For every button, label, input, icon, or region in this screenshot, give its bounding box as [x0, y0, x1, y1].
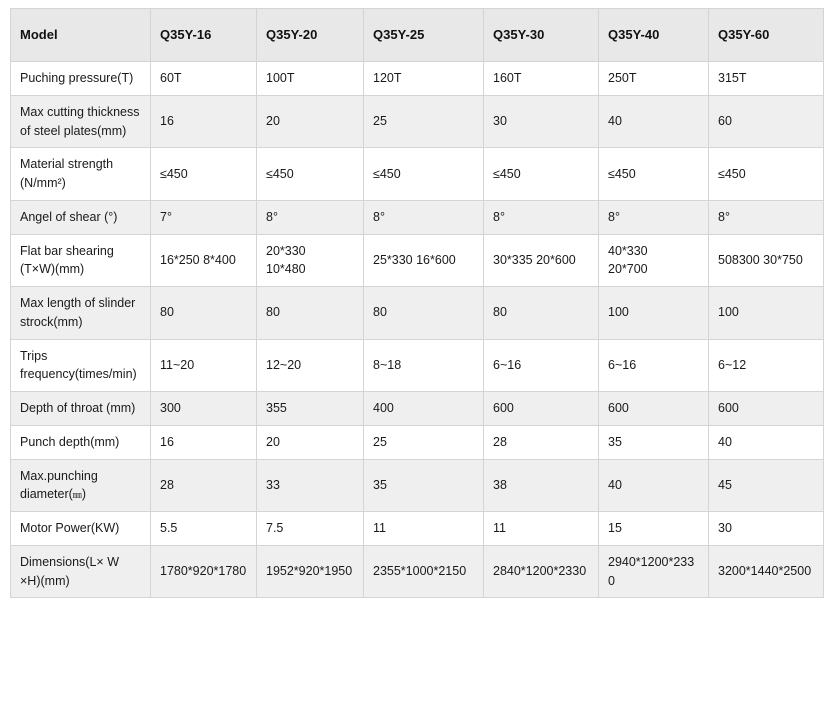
- table-row: [11, 392, 824, 426]
- table-cell: 33: [257, 459, 364, 512]
- table-row: [11, 512, 824, 546]
- table-cell: 8°: [709, 200, 824, 234]
- table-cell: 7°: [151, 200, 257, 234]
- table-cell: 1780*920*1780: [151, 545, 257, 598]
- table-cell: 8~18: [364, 339, 484, 392]
- row-label: Flat bar shearing (T×W)(mm): [11, 234, 151, 287]
- table-cell: 7.5: [257, 512, 364, 546]
- table-row: [11, 95, 824, 148]
- column-header-model: Model: [11, 9, 151, 62]
- table-cell: 120T: [364, 62, 484, 96]
- table-cell: 11: [484, 512, 599, 546]
- table-cell: 40: [599, 459, 709, 512]
- cell-line: 10*480: [266, 262, 306, 277]
- table-cell: 250T: [599, 62, 709, 96]
- column-header-q35y-60: Q35Y-60: [709, 9, 824, 62]
- column-header-q35y-30: Q35Y-30: [484, 9, 599, 62]
- table-cell: 8°: [484, 200, 599, 234]
- row-label: Max length of slinder strock(mm): [11, 287, 151, 340]
- table-cell: 60: [709, 95, 824, 148]
- table-cell: 12~20: [257, 339, 364, 392]
- table-cell: 80: [151, 287, 257, 340]
- table-cell: 25: [364, 95, 484, 148]
- table-cell: 16: [151, 95, 257, 148]
- table-cell: 3200*1440*2500: [709, 545, 824, 598]
- table-cell: 30*335 20*600: [484, 234, 599, 287]
- table-cell: 1952*920*1950: [257, 545, 364, 598]
- table-cell: 8°: [599, 200, 709, 234]
- table-cell: 100T: [257, 62, 364, 96]
- table-header: [11, 9, 824, 62]
- row-label: Motor Power(KW): [11, 512, 151, 546]
- column-header-q35y-40: Q35Y-40: [599, 9, 709, 62]
- row-label: Punch depth(mm): [11, 425, 151, 459]
- row-label: Material strength (N/mm²): [11, 148, 151, 201]
- table-cell: 6~16: [484, 339, 599, 392]
- table-cell: 315T: [709, 62, 824, 96]
- table-cell: 15: [599, 512, 709, 546]
- table-cell: 30: [709, 512, 824, 546]
- table-cell: 11: [364, 512, 484, 546]
- table-cell: 8°: [364, 200, 484, 234]
- table-cell: 600: [599, 392, 709, 426]
- table-cell: 45: [709, 459, 824, 512]
- table-cell: 508300 30*750: [709, 234, 824, 287]
- cell-line: 40*330: [608, 243, 648, 258]
- table-cell: [599, 234, 709, 287]
- table-cell: 35: [599, 425, 709, 459]
- table-cell: 11~20: [151, 339, 257, 392]
- table-cell: 60T: [151, 62, 257, 96]
- table-cell: 6~12: [709, 339, 824, 392]
- row-label: Trips frequency(times/min): [11, 339, 151, 392]
- table-cell: 6~16: [599, 339, 709, 392]
- table-cell: ≤450: [599, 148, 709, 201]
- column-header-q35y-16: Q35Y-16: [151, 9, 257, 62]
- unit-mm: ㎜: [72, 490, 82, 501]
- table-cell: 2840*1200*2330: [484, 545, 599, 598]
- table-row: [11, 62, 824, 96]
- table-cell: 80: [484, 287, 599, 340]
- table-cell: ≤450: [151, 148, 257, 201]
- table-cell: ≤450: [364, 148, 484, 201]
- table-cell: 400: [364, 392, 484, 426]
- table-row: [11, 339, 824, 392]
- table-cell: 20: [257, 425, 364, 459]
- column-header-q35y-25: Q35Y-25: [364, 9, 484, 62]
- table-row: [11, 425, 824, 459]
- row-label: Depth of throat (mm): [11, 392, 151, 426]
- table-row: [11, 234, 824, 287]
- table-cell: ≤450: [257, 148, 364, 201]
- table-cell: 16*250 8*400: [151, 234, 257, 287]
- table-cell: 100: [599, 287, 709, 340]
- row-label: Dimensions(L× W ×H)(mm): [11, 545, 151, 598]
- table-cell: 16: [151, 425, 257, 459]
- row-label: Puching pressure(T): [11, 62, 151, 96]
- table-cell: 38: [484, 459, 599, 512]
- table-cell: 2355*1000*2150: [364, 545, 484, 598]
- row-label: Max cutting thickness of steel plates(mm): [11, 95, 151, 148]
- table-cell: 20: [257, 95, 364, 148]
- table-cell: 25*330 16*600: [364, 234, 484, 287]
- table-cell: ≤450: [484, 148, 599, 201]
- table-row: [11, 545, 824, 598]
- table-cell: 35: [364, 459, 484, 512]
- table-cell: 100: [709, 287, 824, 340]
- table-cell: 25: [364, 425, 484, 459]
- table-cell: 40: [709, 425, 824, 459]
- column-header-q35y-20: Q35Y-20: [257, 9, 364, 62]
- table-cell: 300: [151, 392, 257, 426]
- table-row: [11, 148, 824, 201]
- table-cell: 2940*1200*2330: [599, 545, 709, 598]
- table-cell: 355: [257, 392, 364, 426]
- table-cell: 600: [709, 392, 824, 426]
- table-cell: 28: [484, 425, 599, 459]
- table-cell: 28: [151, 459, 257, 512]
- table-cell: 80: [257, 287, 364, 340]
- table-cell: 30: [484, 95, 599, 148]
- table-header-row: [11, 9, 824, 62]
- table-body: [11, 62, 824, 598]
- table-row: [11, 459, 824, 512]
- table-cell: 5.5: [151, 512, 257, 546]
- specifications-table: [10, 8, 824, 598]
- row-label: Angel of shear (°): [11, 200, 151, 234]
- table-row: [11, 287, 824, 340]
- table-cell: [257, 234, 364, 287]
- cell-line: 20*330: [266, 243, 306, 258]
- table-row: [11, 200, 824, 234]
- table-cell: 80: [364, 287, 484, 340]
- table-cell: 160T: [484, 62, 599, 96]
- table-cell: 8°: [257, 200, 364, 234]
- table-cell: 600: [484, 392, 599, 426]
- row-label: Max.punching diameter(㎜): [11, 459, 151, 512]
- table-cell: ≤450: [709, 148, 824, 201]
- table-cell: 40: [599, 95, 709, 148]
- cell-line: 20*700: [608, 262, 648, 277]
